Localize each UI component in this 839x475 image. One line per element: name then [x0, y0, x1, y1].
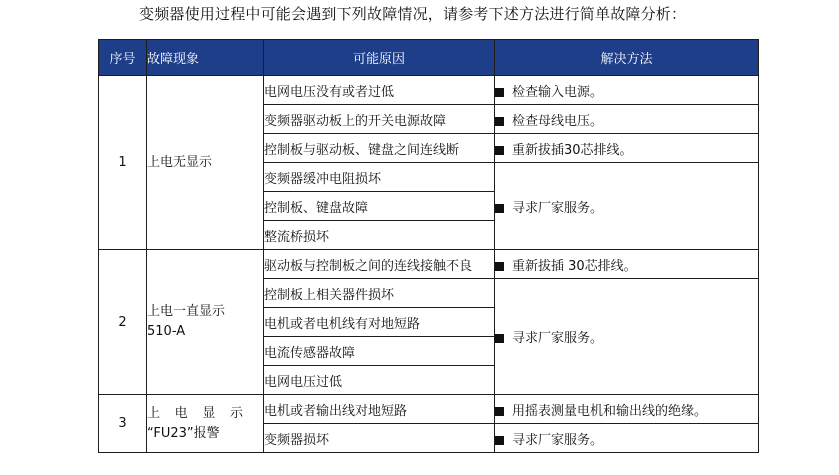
header-no: 序号	[99, 40, 147, 76]
bullet-square-icon	[495, 262, 504, 271]
solution-text: 寻求厂家服务。	[512, 200, 604, 216]
fault-symptom	[147, 250, 264, 395]
solution-cell	[495, 424, 759, 453]
possible-cause: 变频器缓冲电阻损坏	[264, 163, 495, 192]
possible-cause: 控制板、键盘故障	[264, 192, 495, 221]
solution-cell	[495, 76, 759, 105]
possible-cause: 电流传感器故障	[264, 337, 495, 366]
table-row	[99, 395, 759, 424]
header-cause: 可能原因	[264, 40, 495, 76]
possible-cause: 电网电压没有或者过低	[264, 76, 495, 105]
symptom-char: 显	[202, 405, 216, 421]
header-solution: 解决方法	[495, 40, 759, 76]
possible-cause: 控制板上相关器件损坏	[264, 279, 495, 308]
symptom-line: 510-A	[147, 324, 186, 339]
bullet-square-icon	[495, 204, 504, 213]
solution-text: 重新拔插30芯排线。	[512, 142, 633, 158]
symptom-char: 示	[229, 405, 243, 421]
solution-cell	[495, 279, 759, 395]
possible-cause: 电机或者电机线有对地短路	[264, 308, 495, 337]
solution-text: 重新拔插 30芯排线。	[512, 258, 637, 274]
symptom-line	[147, 404, 243, 424]
intro-text: 变频器使用过程中可能会遇到下列故障情况，请参考下述方法进行简单故障分析：	[139, 5, 687, 23]
table-row	[99, 76, 759, 105]
bullet-square-icon	[495, 117, 504, 126]
symptom-char: 电	[174, 405, 188, 421]
solution-cell	[495, 395, 759, 424]
symptom-char: 上	[147, 405, 161, 421]
solution-cell	[495, 163, 759, 250]
solution-cell	[495, 105, 759, 134]
possible-cause: 整流桥损坏	[264, 221, 495, 250]
table-header-row	[99, 40, 759, 76]
possible-cause: 电机或者输出线对地短路	[264, 395, 495, 424]
fault-symptom	[147, 395, 264, 453]
possible-cause: 驱动板与控制板之间的连线接触不良	[264, 250, 495, 279]
fault-symptom: 上电无显示	[147, 76, 264, 250]
bullet-square-icon	[495, 436, 504, 445]
symptom-line: 上电一直显示	[147, 304, 226, 319]
possible-cause: 变频器驱动板上的开关电源故障	[264, 105, 495, 134]
solution-text: 检查母线电压。	[512, 113, 604, 129]
possible-cause: 电网电压过低	[264, 366, 495, 395]
bullet-square-icon	[495, 88, 504, 97]
solution-cell	[495, 134, 759, 163]
row-number: 3	[99, 395, 147, 453]
header-symptom: 故障现象	[147, 40, 264, 76]
bullet-square-icon	[495, 407, 504, 416]
bullet-square-icon	[495, 334, 504, 343]
row-number: 1	[99, 76, 147, 250]
row-number: 2	[99, 250, 147, 395]
bullet-square-icon	[495, 146, 504, 155]
solution-text: 检查输入电源。	[512, 84, 604, 100]
fault-table	[98, 39, 759, 453]
solution-cell	[495, 250, 759, 279]
solution-text: 寻求厂家服务。	[512, 432, 604, 448]
possible-cause: 控制板与驱动板、键盘之间连线断	[264, 134, 495, 163]
solution-text: 用摇表测量电机和输出线的绝缘。	[512, 403, 708, 419]
table-row	[99, 250, 759, 279]
possible-cause: 变频器损坏	[264, 424, 495, 453]
symptom-line: “FU23”报警	[147, 425, 220, 441]
solution-text: 寻求厂家服务。	[512, 331, 604, 346]
